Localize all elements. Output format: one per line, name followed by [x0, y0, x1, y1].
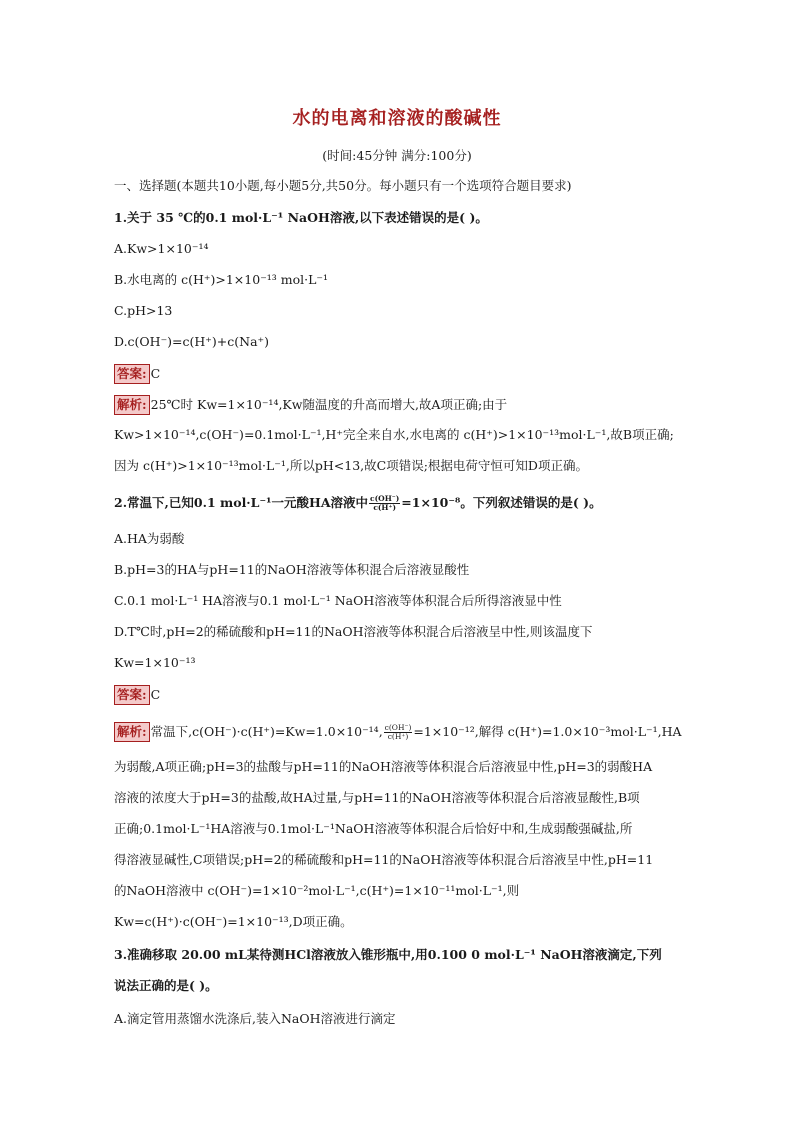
q2-option-c: C.0.1 mol·L⁻¹ HA溶液与0.1 mol·L⁻¹ NaOH溶液等体积混合后所得溶液显中性 [114, 593, 562, 608]
q1-option-c: C.pH>13 [114, 303, 173, 318]
q2-analysis-line-7: Kw=c(H⁺)·c(OH⁻)=1×10⁻¹³,D项正确。 [114, 914, 353, 929]
q2-answer-row [114, 685, 684, 705]
fraction-numerator: c(OH⁻) [370, 494, 400, 503]
q2-option-a: A.HA为弱酸 [114, 531, 185, 546]
page-title: 水的电离和溶液的酸碱性 [292, 108, 502, 129]
q2-analysis-line-3: 溶液的浓度大于pH=3的盐酸,故HA过量,与pH=11的NaOH溶液等体积混合后溶液显酸性,B项 [114, 790, 640, 805]
question-2-stem [114, 494, 684, 512]
q1-answer-value: C [150, 366, 161, 381]
q2-analysis-line-4: 正确;0.1mol·L⁻¹HA溶液与0.1mol·L⁻¹NaOH溶液等体积混合后恰好中和,生成弱酸强碱盐,所 [114, 821, 633, 836]
q2-option-b: B.pH=3的HA与pH=11的NaOH溶液等体积混合后溶液显酸性 [114, 562, 470, 577]
q2-analysis-end: =1×10⁻¹²,解得 c(H⁺)=1.0×10⁻³mol·L⁻¹,HA [413, 724, 682, 739]
q1-analysis-line-1 [114, 395, 684, 415]
exam-meta: (时间:45分钟 满分:100分) [322, 148, 472, 163]
q2-analysis-line-2: 为弱酸,A项正确;pH=3的盐酸与pH=11的NaOH溶液等体积混合后溶液显中性,pH=3的弱酸HA [114, 759, 653, 774]
q2-option-d-continued: Kw=1×10⁻¹³ [114, 655, 196, 670]
q2-analysis-line-6: 的NaOH溶液中 c(OH⁻)=1×10⁻²mol·L⁻¹,c(H⁺)=1×10⁻¹¹mol·L⁻¹,则 [114, 883, 520, 898]
q1-option-b: B.水电离的 c(H⁺)>1×10⁻¹³ mol·L⁻¹ [114, 272, 329, 287]
q1-analysis-text-1: 25℃时 Kw=1×10⁻¹⁴,Kw随温度的升高而增大,故A项正确;由于 [150, 397, 508, 412]
q1-analysis-line-3: 因为 c(H⁺)>1×10⁻¹³mol·L⁻¹,所以pH<13,故C项错误;根据电荷守恒可知D项正确。 [114, 458, 588, 473]
q2-stem-start: 2.常温下,已知0.1 mol·L⁻¹一元酸HA溶液中 [114, 495, 369, 510]
fraction-numerator: c(OH⁻) [384, 723, 412, 732]
analysis-tag: 解析: [114, 722, 150, 742]
q1-option-a: A.Kw>1×10⁻¹⁴ [114, 241, 209, 256]
section-heading: 一、选择题(本题共10小题,每小题5分,共50分。每小题只有一个选项符合题目要求) [114, 178, 572, 193]
fraction-denominator: c(H⁺) [373, 503, 397, 512]
q2-analysis-start: 常温下,c(OH⁻)·c(H⁺)=Kw=1.0×10⁻¹⁴, [150, 724, 383, 739]
question-3-stem-line-2: 说法正确的是( )。 [114, 978, 218, 993]
q2-option-d: D.T℃时,pH=2的稀硫酸和pH=11的NaOH溶液等体积混合后溶液呈中性,则该温度下 [114, 624, 593, 639]
answer-tag: 答案: [114, 364, 150, 384]
answer-tag: 答案: [114, 685, 150, 705]
q1-option-d: D.c(OH⁻)=c(H⁺)+c(Na⁺) [114, 334, 269, 349]
fraction-denominator: c(H⁺) [387, 732, 409, 741]
q3-option-a: A.滴定管用蒸馏水洗涤后,装入NaOH溶液进行滴定 [114, 1011, 396, 1026]
analysis-tag: 解析: [114, 395, 150, 415]
q2-answer-value: C [150, 687, 161, 702]
q2-stem-fraction [369, 495, 400, 512]
q1-analysis-line-2: Kw>1×10⁻¹⁴,c(OH⁻)=0.1mol·L⁻¹,H⁺完全来自水,水电离的 c(H⁺)>1×10⁻¹³mol·L⁻¹,故B项正确; [114, 427, 674, 442]
q1-answer-row [114, 364, 684, 384]
q2-analysis-line-1 [114, 722, 684, 742]
q2-stem-end: =1×10⁻⁸。下列叙述错误的是( )。 [401, 495, 602, 510]
question-3-stem-line-1: 3.准确移取 20.00 mL某待测HCl溶液放入锥形瓶中,用0.100 0 mol·L⁻¹ NaOH溶液滴定,下列 [114, 947, 662, 962]
q2-analysis-line-5: 得溶液显碱性,C项错误;pH=2的稀硫酸和pH=11的NaOH溶液等体积混合后溶液呈中性,pH=11 [114, 852, 654, 867]
q2-analysis-fraction [384, 724, 413, 741]
question-1-stem: 1.关于 35 ℃的0.1 mol·L⁻¹ NaOH溶液,以下表述错误的是( )。 [114, 210, 488, 225]
